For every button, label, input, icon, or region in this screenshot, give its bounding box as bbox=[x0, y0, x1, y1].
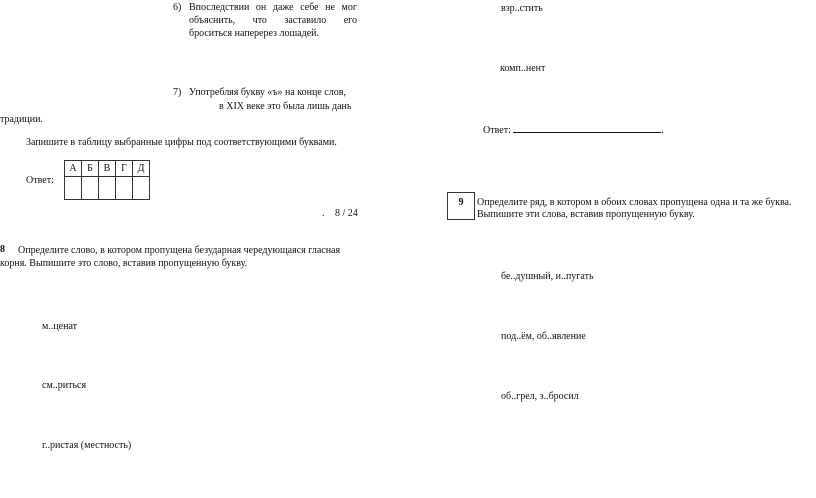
table-instruction: Запишите в таблицу выбранные цифры под соответствующими буквами. bbox=[26, 137, 337, 148]
word-komponent: комп..нент bbox=[500, 63, 546, 74]
item-6-line-3: броситься наперерез лошадей. bbox=[189, 28, 319, 39]
answer-table bbox=[64, 160, 150, 200]
task-9-word-2: под..ём, об..явление bbox=[501, 331, 586, 342]
answer-label-left: Ответ: bbox=[26, 175, 54, 186]
task-9-line-2: Выпишите эти слова, вставив пропущенную букву. bbox=[477, 209, 695, 220]
answer-line-right bbox=[483, 123, 664, 137]
item-6-number: 6) bbox=[173, 2, 182, 13]
item-7-line-1: Употребляя букву «ъ» на конце слов, bbox=[189, 87, 346, 98]
page-dot: . bbox=[322, 208, 325, 219]
task-9-line-1: Определите ряд, в котором в обоих словах пропущена одна и та же буква. bbox=[477, 197, 792, 208]
task-8-line-2: корня. Выпишите это слово, вставив пропущенную букву. bbox=[0, 258, 248, 269]
answer-cell-v[interactable] bbox=[99, 177, 116, 200]
task-9-word-1: бе..душный, и..пугать bbox=[501, 271, 594, 282]
task-8-word-1: м..ценат bbox=[42, 321, 78, 332]
answer-cell-g[interactable] bbox=[116, 177, 133, 200]
task-8-line-1: Определите слово, в котором пропущена безударная чередующаяся гласная bbox=[18, 245, 341, 256]
answer-cell-a[interactable] bbox=[65, 177, 82, 200]
table-header-a: А bbox=[65, 161, 82, 177]
item-7-line-2: в XIX веке это была лишь дань bbox=[219, 101, 352, 112]
item-6-line-2: объяснить, что заставило его bbox=[189, 15, 357, 26]
table-header-b: Б bbox=[82, 161, 99, 177]
answer-cell-b[interactable] bbox=[82, 177, 99, 200]
page-number: 8 / 24 bbox=[335, 208, 358, 219]
answer-cell-d[interactable] bbox=[133, 177, 150, 200]
item-6-line-1: Впоследствии он даже себе не мог bbox=[189, 2, 357, 13]
answer-blank[interactable] bbox=[513, 123, 661, 133]
word-vzrastit: взр..стить bbox=[501, 3, 543, 14]
answer-end: . bbox=[661, 125, 664, 136]
task-8-word-3: г..ристая (местность) bbox=[42, 440, 132, 451]
item-7-line-3: традиции. bbox=[0, 114, 43, 125]
task-8-word-2: см..риться bbox=[42, 380, 87, 391]
task-9-number-box bbox=[447, 192, 475, 220]
task-8-number: 8 bbox=[0, 244, 5, 255]
table-header-v: В bbox=[99, 161, 116, 177]
item-7-number: 7) bbox=[173, 87, 182, 98]
task-9-number: 9 bbox=[458, 197, 464, 208]
answer-label-right: Ответ: bbox=[483, 125, 511, 136]
table-header-d: Д bbox=[133, 161, 150, 177]
task-9-word-3: об..грел, з..бросил bbox=[501, 391, 579, 402]
table-header-g: Г bbox=[116, 161, 133, 177]
